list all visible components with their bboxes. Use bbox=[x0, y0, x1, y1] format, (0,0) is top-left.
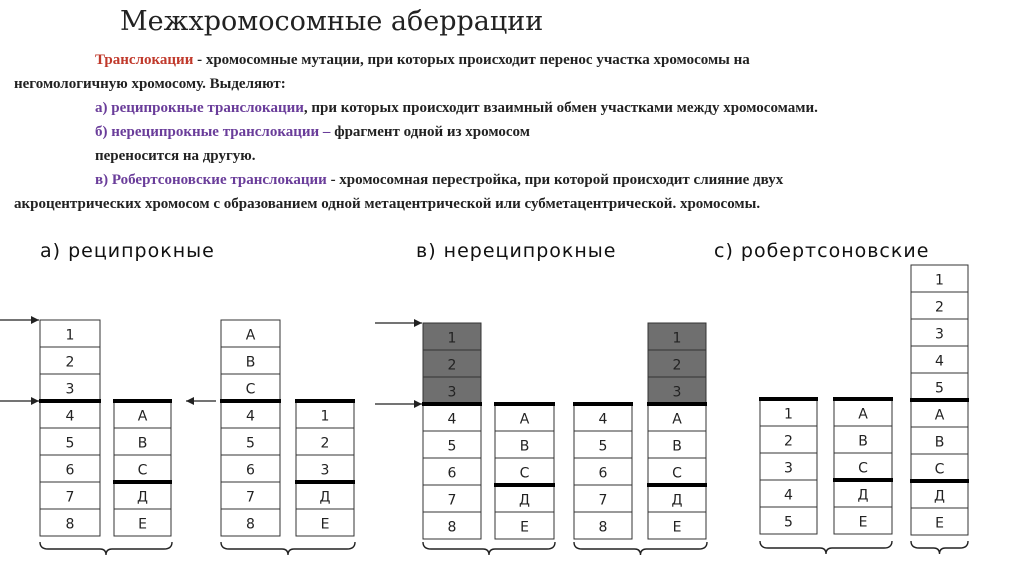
definition-text: - хромосомные мутации, при которых происходит перенос участка хромосомы на bbox=[193, 52, 750, 68]
section-label-nonreciprocal: в) нереципрокные bbox=[416, 240, 617, 262]
translocation-term: Транслокации bbox=[95, 52, 194, 68]
segment-label: 4 bbox=[598, 411, 608, 428]
segment-label: Д bbox=[934, 488, 945, 505]
segment-label: 4 bbox=[447, 411, 457, 428]
segment-label: 8 bbox=[598, 519, 608, 536]
item-b-line-2: переносится на другую. bbox=[95, 148, 256, 164]
segment-label: А bbox=[858, 406, 868, 423]
segment-label: 4 bbox=[246, 408, 255, 425]
segment-label: Е bbox=[672, 519, 682, 536]
arrow-head bbox=[31, 397, 39, 405]
segment-label: Е bbox=[858, 514, 868, 531]
item-c-line-2: акроцентрических хромосом с образованием одной метацентрической или субметацентрической. хромосомы. bbox=[14, 196, 761, 212]
segment-label: А bbox=[519, 411, 530, 428]
segment-label: 4 bbox=[935, 353, 944, 370]
segment-label: 3 bbox=[447, 384, 457, 401]
segment-label: 6 bbox=[447, 465, 457, 482]
definition-line-2: негомологичную хромосому. Выделяют: bbox=[14, 76, 286, 92]
segment-label: 1 bbox=[447, 330, 457, 347]
segment-label: 8 bbox=[65, 516, 75, 533]
segment-label: Е bbox=[320, 516, 330, 533]
segment-label: 2 bbox=[447, 357, 457, 374]
segment-label: В bbox=[245, 354, 256, 371]
segment-label: 2 bbox=[672, 357, 682, 374]
item-c-term: в) Робертсоновские транслокации bbox=[95, 172, 327, 188]
segment-label: С bbox=[858, 460, 868, 477]
segment-label: 1 bbox=[935, 272, 944, 289]
segment-label: А bbox=[934, 407, 945, 424]
segment-label: 2 bbox=[320, 435, 330, 452]
segment-label: 6 bbox=[246, 462, 255, 479]
segment-label: 2 bbox=[784, 433, 793, 450]
segment-label: 1 bbox=[784, 406, 793, 423]
arrow-head bbox=[414, 400, 422, 408]
segment-label: 4 bbox=[65, 408, 75, 425]
arrow-head bbox=[186, 397, 194, 405]
segment-label: А bbox=[672, 411, 682, 428]
arrow-head bbox=[31, 316, 39, 324]
segment-label: 3 bbox=[320, 462, 330, 479]
segment-label: 6 bbox=[65, 462, 75, 479]
segment-label: 4 bbox=[784, 487, 793, 504]
segment-label: Е bbox=[138, 516, 147, 533]
group-brace bbox=[911, 541, 968, 554]
segment-label: С bbox=[519, 465, 530, 482]
segment-label: 2 bbox=[65, 354, 75, 371]
item-c-text: - хромосомная перестройка, при которой происходит слияние двух bbox=[326, 172, 784, 188]
group-brace bbox=[574, 542, 707, 555]
segment-label: 5 bbox=[935, 380, 944, 397]
segment-label: 1 bbox=[65, 327, 75, 344]
segment-label: В bbox=[519, 438, 530, 455]
segment-label: 3 bbox=[65, 381, 75, 398]
segment-label: Д bbox=[519, 492, 530, 509]
segment-label: Е bbox=[520, 519, 529, 536]
item-a-term: а) реципрокные транслокации bbox=[95, 100, 304, 116]
segment-label: А bbox=[137, 408, 148, 425]
segment-label: 7 bbox=[598, 492, 608, 509]
segment-label: 6 bbox=[598, 465, 608, 482]
segment-label: 5 bbox=[784, 514, 793, 531]
segment-label: С bbox=[245, 381, 256, 398]
segment-label: В bbox=[137, 435, 148, 452]
page-title: Межхромосомные аберрации bbox=[120, 6, 544, 37]
segment-label: 3 bbox=[672, 384, 682, 401]
segment-label: А bbox=[245, 327, 256, 344]
segment-label: В bbox=[934, 434, 945, 451]
segment-label: 7 bbox=[246, 489, 255, 506]
item-b-text: фрагмент одной из хромосом bbox=[330, 124, 530, 140]
item-b-term: б) нереципрокные транслокации – bbox=[95, 124, 331, 140]
segment-label: Д bbox=[137, 489, 148, 506]
group-brace bbox=[221, 542, 355, 555]
segment-label: С bbox=[672, 465, 682, 482]
segment-label: 7 bbox=[65, 489, 75, 506]
segment-label: Д bbox=[857, 487, 869, 504]
segment-label: 5 bbox=[65, 435, 75, 452]
segment-label: Д bbox=[319, 489, 331, 506]
group-brace bbox=[40, 542, 172, 555]
segment-label: 5 bbox=[447, 438, 457, 455]
segment-label: В bbox=[858, 433, 868, 450]
segment-label: 1 bbox=[672, 330, 682, 347]
arrow-head bbox=[414, 319, 422, 327]
segment-label: В bbox=[672, 438, 682, 455]
segment-label: 8 bbox=[246, 516, 255, 533]
segment-label: Д bbox=[671, 492, 683, 509]
segment-label: Е bbox=[935, 515, 944, 532]
section-label-robertsonian: с) робертсоновские bbox=[714, 240, 930, 262]
segment-label: 5 bbox=[246, 435, 255, 452]
segment-label: 3 bbox=[935, 326, 944, 343]
group-brace bbox=[760, 541, 892, 554]
segment-label: С bbox=[137, 462, 148, 479]
group-brace bbox=[423, 542, 555, 555]
segment-label: 8 bbox=[447, 519, 457, 536]
segment-label: 7 bbox=[447, 492, 457, 509]
segment-label: 1 bbox=[320, 408, 330, 425]
item-a-text: , при которых происходит взаимный обмен участками между хромосомами. bbox=[303, 100, 818, 116]
segment-label: 3 bbox=[784, 460, 793, 477]
section-label-reciprocal: а) реципрокные bbox=[40, 240, 215, 262]
segment-label: С bbox=[934, 461, 945, 478]
segment-label: 5 bbox=[598, 438, 608, 455]
segment-label: 2 bbox=[935, 299, 944, 316]
